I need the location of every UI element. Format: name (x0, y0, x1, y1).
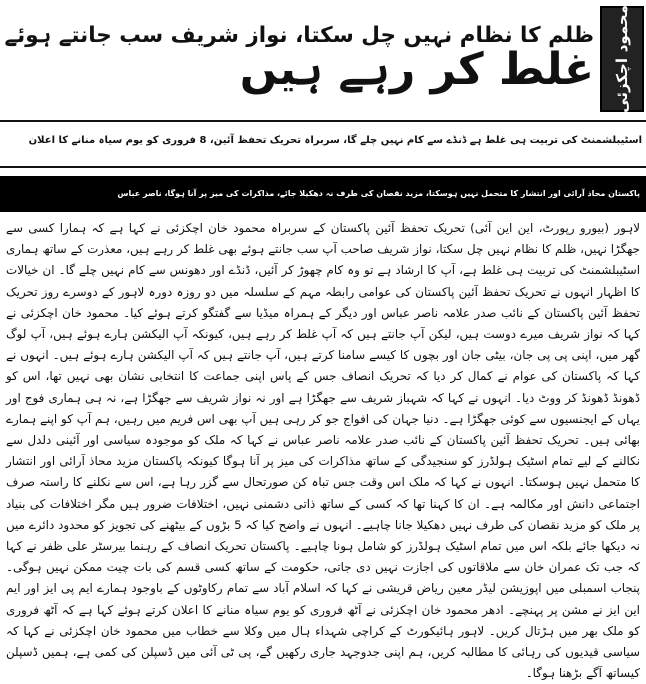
divider-top (0, 120, 646, 122)
headline-text-2: غلط کر رہے ہیں (239, 44, 594, 96)
article-paragraph: لاہور (بیورو رپورٹ، این این آئی) تحریک تحفظ آئین پاکستان کے سربراہ محمود خان اچکزئی نے کہا ہے کہ ہمارا کسی سے جھگڑا نہیں، ظلم کا نظام نہیں چل سکتا، نواز شریف صاحب آپ سب جانتے ہوئے بھی غلط کر رہے ہیں، معذرت کے ساتھ ہماری اسٹیبلشمنٹ کی تربیت ہی غلط ہے، آپ کا ارشاد ہے تو وہ کام چھوڑ کر آئیں، ڈنڈے اور دھونس سے کام نہیں چلے گا۔ ان خیالات کا اظہار انہوں نے تحریک تحفظ آئین پاکستان کی عوامی رابطہ مہم کے سلسلہ میں دو روزہ دورہ لاہور کے دوسرے روز تحریک تحفظ آئین پاکستان کے نائب صدر علامہ ناصر عباس اور دیگر کے ہمراہ میڈیا سے گفتگو کرتے ہوئے کیا۔ محمود خان اچکزئی نے کہا کہ نواز شریف میرے دوست ہیں، لیکن آپ جانتے ہیں کہ آپ غلط کر رہے ہیں، کیونکہ آپ الیکشن ہارے ہوئے ہیں، آپ لوگ گھر میں، اپنی پی پی جان، بیٹی جان اور بچوں کا کیسے سامنا کرتے ہیں، آپ جانتے ہیں کہ آپ الیکشن ہارے ہوئے ہیں۔ انہوں نے کہا کہ پاکستان کی عوام نے کمال کر دیا کہ تحریک انصاف جس کے پاس اپنی جماعت کا انتخابی نشان بھی نہیں تھا، اس کو ڈھونڈ ڈھونڈ کر ووٹ دیا۔ انہوں نے کہا کہ شہباز شریف سے جھگڑا ہے اور نہ نواز شریف سے جھگڑا ہے، نہ ہی ہماری فوج اور یہاں کے ایجنسیوں سے کوئی جھگڑا ہے۔ دنیا جہان کی افواج جو کر رہی ہیں آپ بھی اس فریم میں رہیں، ہم آپ کو اپنے ہمارے بھائی ہیں۔ تحریک تحفظ آئین پاکستان کے نائب صدر علامہ ناصر عباس نے کہا کہ ملک کو موجودہ سیاسی اور آئینی دلدل سے نکالنے کے لیے تمام اسٹیک ہولڈرز کو سنجیدگی کے ساتھ مذاکرات کی میز پر آنا ہوگا کیونکہ پاکستان مزید محاذ آرائی اور انتشار کا متحمل نہیں ہوسکتا۔ انہوں نے کہا کہ ملک اس وقت جس تباہ کن صورتحال سے گزر رہا ہے، اس سے نکلنے کا راستہ صرف اجتماعی دانش اور مکالمہ ہے۔ ان کا کہنا تھا کہ کسی کے ساتھ ذاتی دشمنی نہیں، اختلافات ضرور ہیں مگر اختلافات کی بنیاد پر ملک کو مزید نقصان کی طرف نہیں دھکیلا جانا چاہیے۔ انہوں نے واضح کیا کہ 5 بڑوں کے بیٹھنے کی تجویز کو محدود دائرے میں نہ دیکھا جائے بلکہ اس میں تمام اسٹیک ہولڈرز کو شامل ہونا چاہیے۔ پاکستان تحریک انصاف کے رہنما بیرسٹر علی ظفر نے کہا کہ جب تک عمران خان سے ملاقاتوں کی اجازت نہیں دی جاتی، حکومت کے ساتھ کسی قسم کی بات چیت ممکن نہیں ہوگی۔ پنجاب اسمبلی میں اپوزیشن لیڈر معین ریاض قریشی نے کہا کہ اسلام آباد سے تمام رکاوٹوں کے باوجود ہمارے ایم پی ایز اور ایم این ایز نے مشن پر پہنچے۔ ادھر محمود خان اچکزئی نے آٹھ فروری کو یوم سیاہ منانے کا اعلان کرتے ہوئے کہا ہے کہ آٹھ فروری کو ملک بھر میں ہڑتال کریں۔ لاہور ہائیکورٹ کے کراچی شہداء ہال میں وکلا سے خطاب میں محمود خان اچکزئی نے کہا کہ سیاسی قیدیوں کی رہائی کا مطالبہ کریں، ہم اپنی جدوجہد جاری رکھیں گے، پی ٹی آئی میں ڈسپلن کی کمی ہے، ہمیں ڈسپلن کیساتھ آگے بڑھنا ہوگا۔ (6, 221, 641, 681)
headline-line-2 (239, 44, 594, 96)
subheadline: اسٹیبلشمنٹ کی تربیت ہی غلط ہے ڈنڈے سے کام نہیں چلے گا، سربراہ تحریک تحفظ آئین، 8 فروری کو یوم سیاہ منانے کا اعلان (28, 135, 642, 146)
headline-text-1: ظلم کا نظام نہیں چل سکتا، نواز شریف سب جانتے ہوئے (4, 22, 594, 48)
byline-first: محمود (613, 4, 631, 53)
divider-middle (0, 166, 646, 168)
article-body (6, 218, 641, 681)
headline-box (0, 0, 598, 118)
black-strap: پاکستان محاذ آرائی اور انتشار کا متحمل نہیں ہوسکتا، مزید نقصان کی طرف نہ دھکیلا جائے، مذاکرات کی میز پر آنا ہوگا، ناصر عباس (0, 176, 646, 212)
byline-second: اچکزئی (613, 58, 631, 114)
headline-banner (0, 0, 646, 118)
byline-tag (600, 6, 644, 112)
